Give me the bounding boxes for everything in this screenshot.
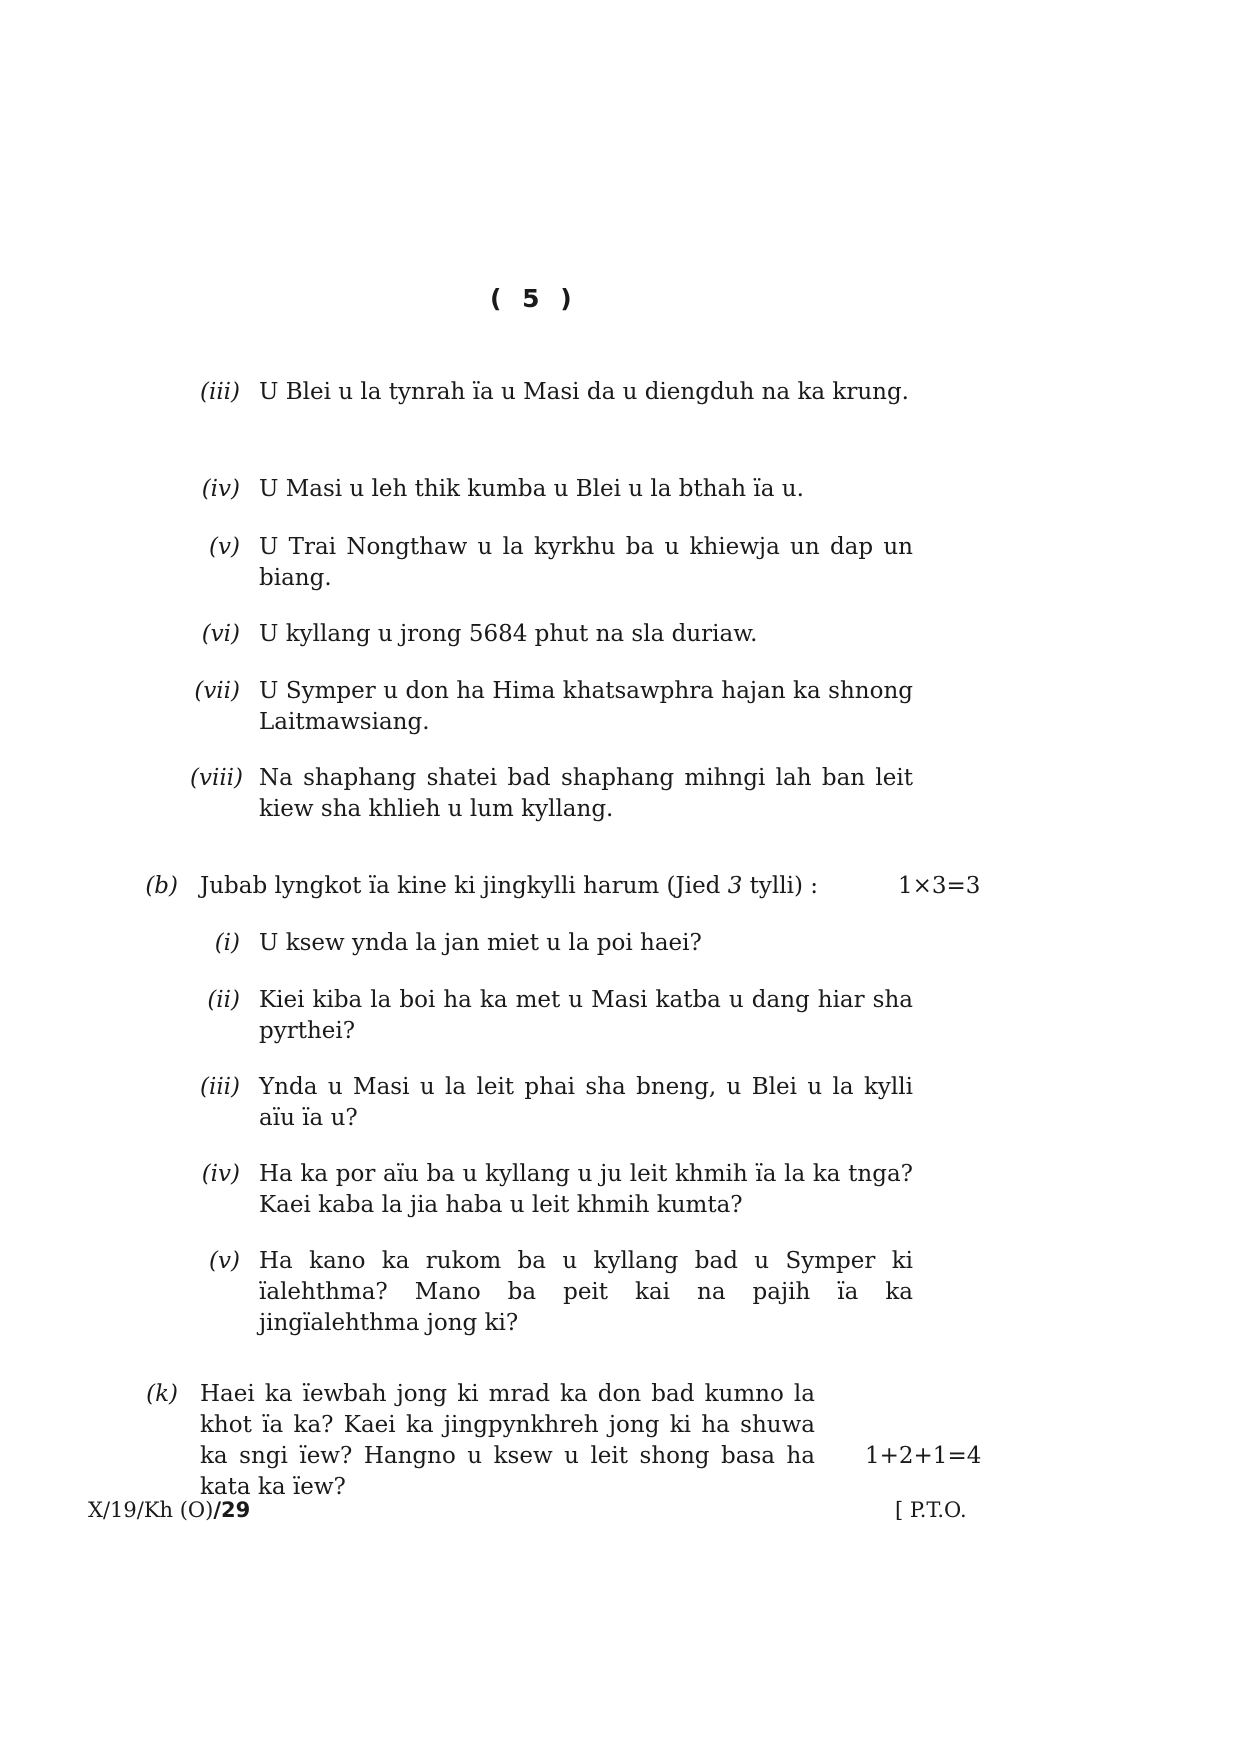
item-number: (v) [209,534,240,560]
item-text: U Symper u don ha Hima khatsawphra hajan ka shnong Laitmawsiang. [259,678,913,735]
item-text: U kyllang u jrong 5684 phut na sla duriaw. [259,621,758,647]
item-number: (iv) [201,476,240,502]
instruction-text-end: tylli) : [742,873,819,899]
item-text: U ksew ynda la jan miet u la poi haei? [259,930,702,956]
instruction-count: 3 [727,873,743,899]
item-text: Ha ka por aïu ba u kyllang u ju leit khmih ïa la ka tnga? Kaei kaba la jia haba u leit khmih kumta? [259,1161,913,1218]
marks-k: 1+2+1=4 [865,1443,982,1469]
page-number: ( 5 ) [490,284,578,313]
item-text: Ha kano ka rukom ba u kyllang bad u Symper ki ïalehthma? Mano ba peit kai na pajih ïa ka jingïalehthma jong ki? [259,1248,913,1336]
item-number: (iii) [199,1074,240,1100]
item-number: (viii) [190,765,244,791]
item-text [200,871,970,902]
item-number: (ii) [207,987,240,1013]
paper-code [88,1498,250,1522]
item-number: (iii) [199,379,240,405]
item-text: Kiei kiba la boi ha ka met u Masi katba u dang hiar sha pyrthei? [259,987,913,1044]
item-text: U Blei u la tynrah ïa u Masi da u diengduh na ka krung. [259,379,909,405]
item-number: (v) [209,1248,240,1274]
item-number: (vii) [194,678,240,704]
item-number: (iv) [201,1161,240,1187]
paper-code-prefix: X/19/Kh (O) [88,1498,214,1522]
item-text: Haei ka ïewbah jong ki mrad ka don bad kumno la khot ïa ka? Kaei ka jingpynkhreh jong ki ha shuwa ka sngi ïew? Hangno u ksew u leit shong basa ha kata ka ïew? [200,1381,815,1500]
item-number: (i) [214,930,240,956]
item-number: (vi) [201,621,240,647]
item-text: Ynda u Masi u la leit phai sha bneng, u Blei u la kylli aïu ïa u? [259,1074,913,1131]
item-number: (b) [145,873,178,899]
instruction-text-start: Jubab lyngkot ïa kine ki jingkylli harum (Jied [200,873,728,899]
paper-code-suffix: /29 [213,1498,251,1522]
item-text: U Masi u leh thik kumba u Blei u la bthah ïa u. [259,476,804,502]
item-text: U Trai Nongthaw u la kyrkhu ba u khiewja un dap un biang. [259,534,913,591]
item-text: Na shaphang shatei bad shaphang mihngi lah ban leit kiew sha khlieh u lum kyllang. [259,765,913,822]
marks-b: 1×3=3 [898,873,981,899]
pto-label: [ P.T.O. [895,1498,967,1522]
item-number: (k) [146,1381,178,1407]
